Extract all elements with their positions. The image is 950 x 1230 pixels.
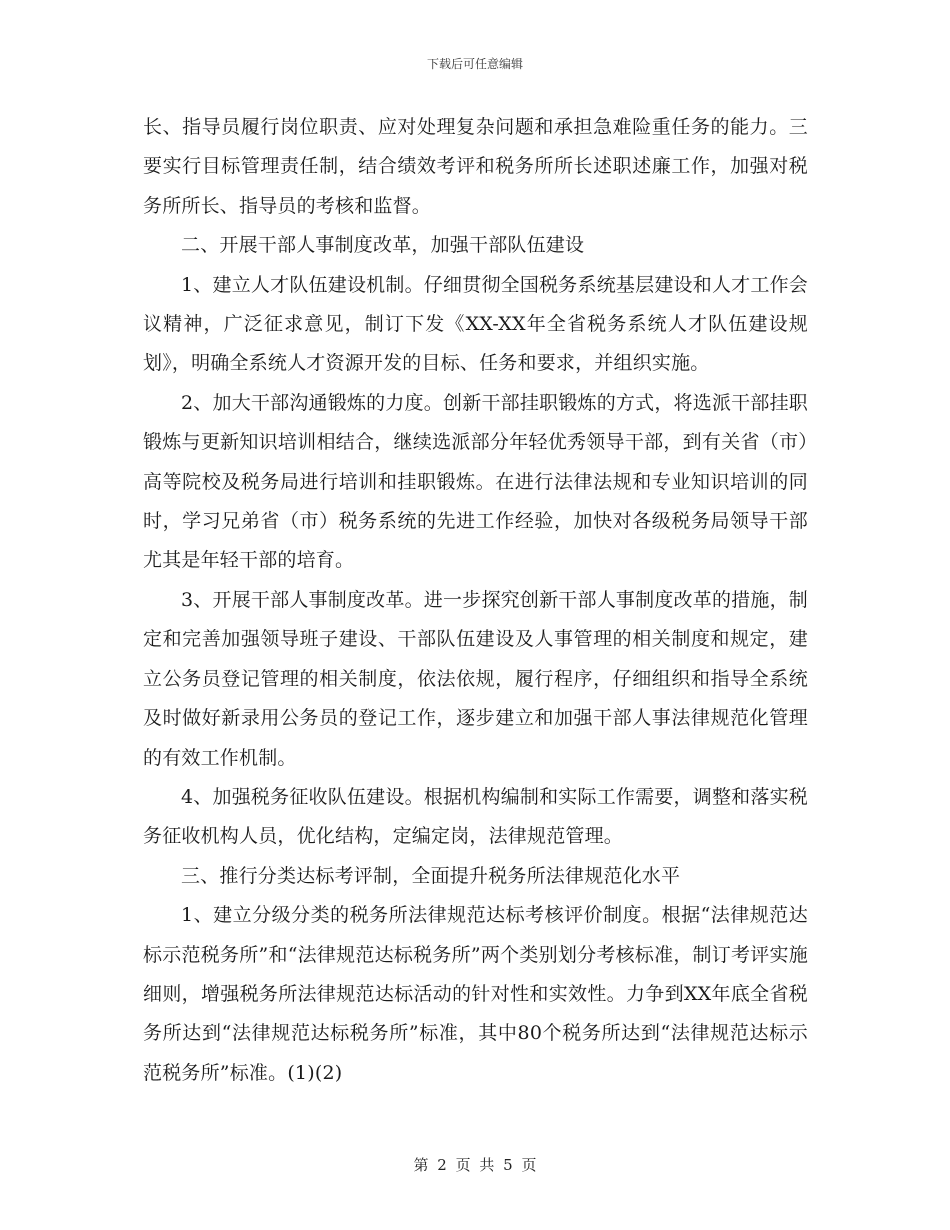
document-body <box>143 108 808 1093</box>
section-heading-3: 三、推行分类达标考评制，全面提升税务所法律规范化水平 <box>181 864 681 887</box>
page-header: 下载后可任意编辑 <box>426 57 523 71</box>
paragraph-1: 长、指导员履行岗位职责、应对处理复杂问题和承担急难险重任务的能力。三要实行目标管理责任制，结合绩效考评和税务所所长述职述廉工作，加强对税务所所长、指导员的考核和监督。 <box>143 116 808 217</box>
paragraph-cadre-exchange: 2、加大干部沟通锻炼的力度。创新干部挂职锻炼的方式，将选派干部挂职锻炼与更新知识培训相结合，继续选派部分年轻优秀领导干部，到有关省（市）高等院校及税务局进行培训和挂职锻炼。在进行法律法规和专业知识培训的同时，学习兄弟省（市）税务系统的先进工作经验，加快对各级税务局领导干部尤其是年轻干部的培育。 <box>143 391 808 572</box>
paragraph-talent-mechanism: 1、建立人才队伍建设机制。仔细贯彻全国税务系统基层建设和人才工作会议精神，广泛征求意见，制订下发《XX-XX年全省税务系统人才队伍建设规划》，明确全系统人才资源开发的目标、任务和要求，并组织实施。 <box>143 273 808 375</box>
paragraph-evaluation-system: 1、建立分级分类的税务所法律规范达标考核评价制度。根据“法律规范达标示范税务所”和“法律规范达标税务所”两个类别划分考核标准，制订考评实施细则，增强税务所法律规范达标活动的针对性和实效性。力争到XX年底全省税务所达到“法律规范达标税务所”标准，其中80个税务所达到“法律规范达标示范税务所”标准。(1)(2) <box>143 904 808 1084</box>
paragraph-personnel-reform: 3、开展干部人事制度改革。进一步探究创新干部人事制度改革的措施，制定和完善加强领导班子建设、干部队伍建设及人事管理的相关制度和规定，建立公务员登记管理的相关制度，依法依规，履行程序，仔细组织和指导全系统及时做好新录用公务员的登记工作，逐步建立和加强干部人事法律规范化管理的有效工作机制。 <box>143 588 808 769</box>
paragraph-tax-team: 4、加强税务征收队伍建设。根据机构编制和实际工作需要，调整和落实税务征收机构人员，优化结构，定编定岗，法律规范管理。 <box>143 785 808 848</box>
section-heading-2: 二、开展干部人事制度改革，加强干部队伍建设 <box>181 234 585 257</box>
page-footer: 第 2 页 共 5 页 <box>413 1156 537 1174</box>
